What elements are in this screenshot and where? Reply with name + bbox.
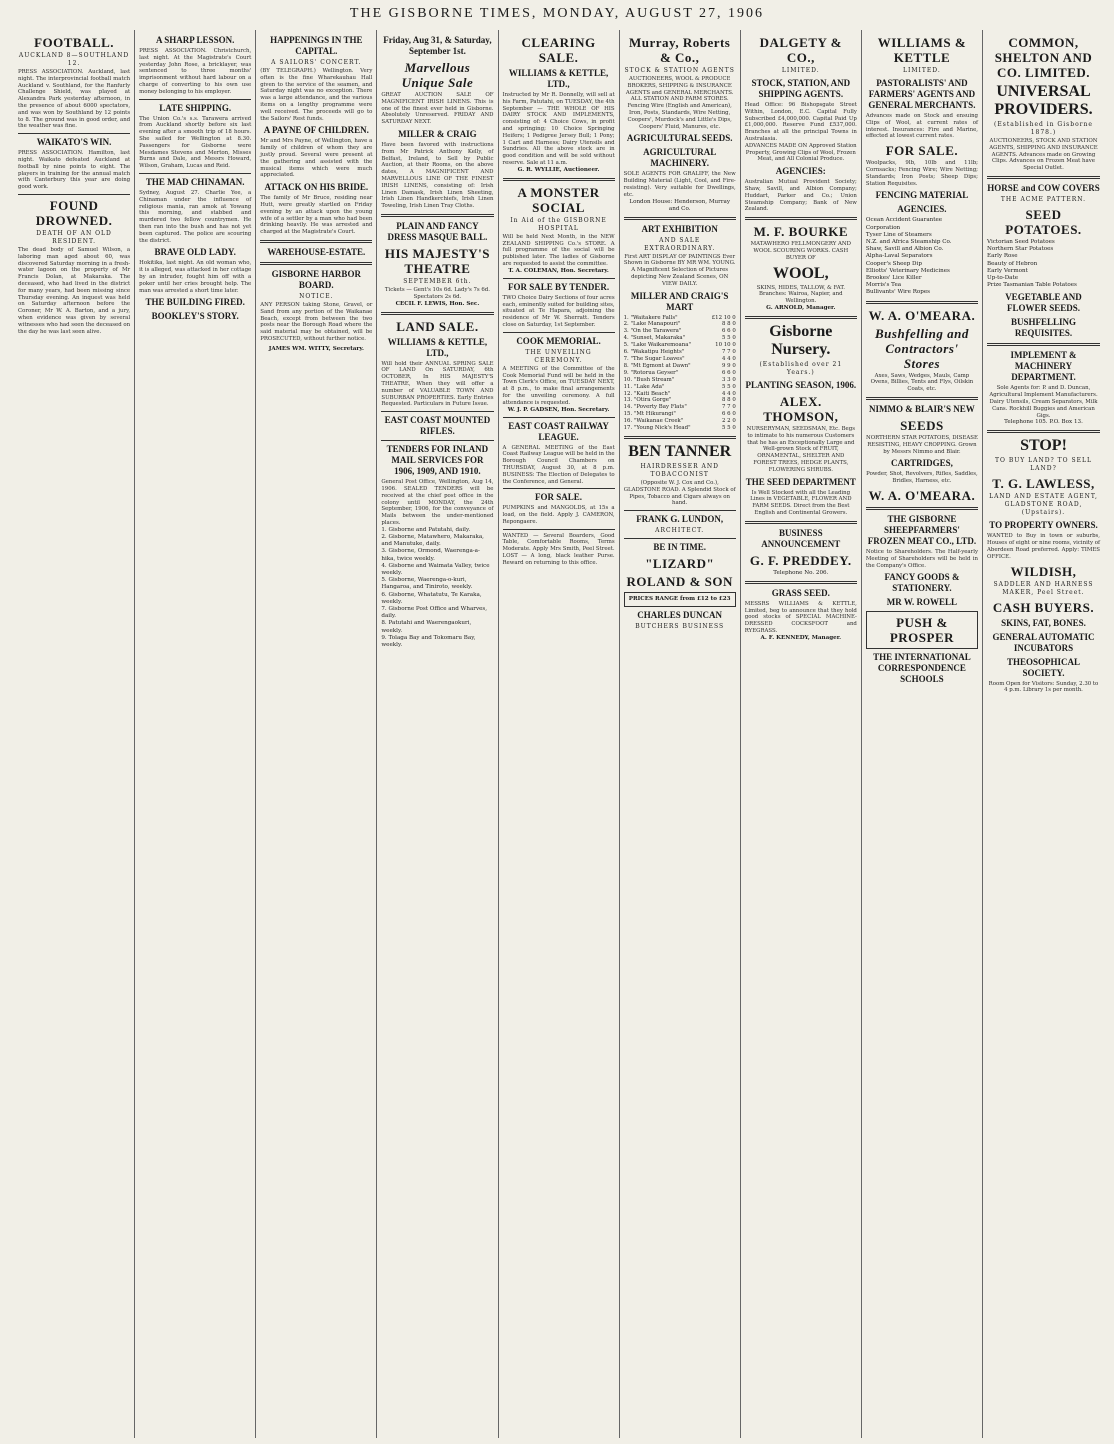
headline-brave-old-lady: BRAVE OLD LADY. [154, 247, 236, 258]
list-item: 13. "Otira Gorge" 8 8 0 [623, 397, 736, 404]
ad-grass-seed: MESSRS WILLIAMS & KETTLE, Limited, beg to announce that they hold good stocks of SPECIAL MACHINE-DRESSED COCKSFOOT and RYEGRASS. [744, 600, 857, 634]
headline-nimmo-blair: NIMMO & BLAIR'S NEW [869, 404, 975, 414]
headline-harbor-board: GISBORNE HARBOR BOARD. [271, 268, 361, 290]
ad-seed-department: Is Well Stocked with all the Leading Lines in VEGETABLE, FLOWER AND FARM SEEDS. Direct from the Best English and Continental Growers. [750, 489, 852, 516]
divider [987, 430, 1100, 433]
headline-unique-sale: Marvellous Unique Sale [401, 60, 474, 90]
headline-for-sale-wk: FOR SALE. [885, 143, 959, 159]
article-waikato: PRESS ASSOCIATION. Hamilton, last night. Waikato defeated Auckland at football by nine points to eight. The players in training for the annual match with Canterbury this year are doing good work. [18, 150, 131, 191]
list-item: Tyser Line of Steamers [865, 231, 932, 238]
mail-routes-list [381, 527, 493, 649]
signature-arnold: G. ARNOLD, Manager. [766, 304, 836, 311]
headline-bookleys-story: BOOKLEY'S STORY. [151, 311, 239, 322]
subhead-capital: A SAILORS' CONCERT. [271, 59, 362, 66]
ad-wk-advances: Advances made on Stock and ensuing Clips of Wool, at current rates of interest. Insurances: Fire and Marine, effected at lowest current rates. [865, 113, 978, 140]
subhead-monster-social: In Aid of the GISBORNE HOSPITAL [510, 216, 607, 232]
headline-payne-children: A PAYNE OF CHILDREN. [263, 125, 369, 136]
headline-seeds: SEEDS [900, 418, 944, 433]
list-item: Shaw, Savill and Albion Co. [865, 246, 944, 253]
ad-monster-social: Will be held Next Month, in the NEW ZEALAND SHIPPING Co.'s STORE. A full programme of the social will be published later. The ladies of Gisborne are requested to assist the committee. [502, 233, 615, 267]
column-5 [499, 30, 620, 1438]
ad-bourke-branches: SKINS, HIDES, TALLOW, & FAT. Branches: Wairoa, Napier, and Wellington. [756, 284, 845, 305]
headline-charles-duncan: CHARLES DUNCAN [637, 610, 723, 621]
headline-bushfelling-requisites: BUSHFELLING REQUISITES. [1010, 317, 1077, 339]
ad-property-owners: WANTED to Buy in town or suburbs, Houses of eight or nine rooms, vicinity of Aberdeen Road preferred. Apply: TIMES OFFICE. [987, 533, 1100, 560]
signature-kennedy: A. F. KENNEDY, Manager. [760, 634, 842, 641]
divider [745, 217, 857, 220]
potatoes-list [987, 239, 1100, 289]
headline-murray-roberts: Murray, Roberts & Co., [629, 35, 731, 65]
subhead-harbor-board: NOTICE. [299, 292, 334, 300]
headline-wk-agents: PASTORALISTS' AND FARMERS' AGENTS AND GENERAL MERCHANTS. [868, 78, 976, 110]
column-9 [983, 30, 1104, 1438]
paintings-list [624, 315, 736, 432]
headline-building-fired: THE BUILDING FIRED. [145, 297, 245, 308]
subhead-art-exhibition: AND SALE EXTRAORDINARY. [644, 236, 716, 252]
notice-cook-memorial: A MEETING of the Committee of the Cook Memorial Fund will be held in the Town Clerk's Office, on TUESDAY NEXT, at 8 p.m., to make final arrangements for the unveiling ceremony. A full attendance is requested. [502, 365, 615, 406]
headline-business-announcement: BUSINESS ANNOUNCEMENT [761, 527, 841, 549]
headline-be-in-time: BE IN TIME. [653, 542, 706, 553]
subhead-ben-tanner: HAIRDRESSER AND TOBACCONIST [640, 462, 719, 478]
notice-theosophical: Room Open for Visitors: Sunday, 2.30 to 4 p.m. Library 1s per month. [988, 680, 1099, 694]
headline-cartridges: CARTRIDGES, [890, 458, 953, 469]
signature-wyllie: G. R. WYLLIE, Auctioneer. [517, 166, 600, 173]
ad-land-sale: Will hold their ANNUAL SPRING SALE OF LAND On SATURDAY, 6th OCTOBER, In HIS MAJESTY'S THEATRE, When they will offer a number of VALUABLE TOWN AND SUBURBAN PROPERTIES. Early Entries Requested. Particulars in Future Issue. [381, 360, 494, 408]
headline-seed-potatoes: SEED POTATOES. [1005, 206, 1082, 237]
divider [987, 176, 1100, 179]
page-columns [14, 30, 1104, 1438]
list-item: 14. "Poverty Bay Flats" 7 7 0 [623, 404, 736, 411]
article-late-shipping: The Union Co.'s s.s. Tarawera arrived from Auckland shortly before six last evening after a smooth trip of 18 hours. She sailed for Wellington at 8.30. Passengers for Gisborne were Mesdames Stevens and Merton, Misses Burns and Dale, and Messrs Howard, Wilson, Graham, Lucas and Reid. [139, 115, 252, 170]
column-3 [256, 30, 377, 1438]
subhead-stop: TO BUY LAND? TO SELL LAND? [995, 457, 1092, 473]
list-item: 3. "On the Tarawera" 6 6 0 [623, 328, 736, 335]
divider [260, 240, 372, 243]
divider [139, 99, 251, 100]
divider [503, 529, 615, 530]
column-8 [862, 30, 983, 1438]
headline-clearing-sale: CLEARING SALE. [521, 35, 596, 65]
list-item: 5. "Lake Waikaremoana" 10 10 0 [623, 342, 736, 349]
headline-vegetable-seeds: VEGETABLE AND FLOWER SEEDS. [1005, 292, 1082, 314]
ad-alex-thomson: NURSERYMAN, SEEDSMAN, Etc. Begs to intimate to his numerous Customers that he has an Exceptionally Large and Well-grown Stock of FRUIT, ORNAMENTAL, SHELTER AND FOREST TREES, HEDGE PLANTS, FLOWERING SHRUBS. [746, 425, 855, 473]
masthead: THE GISBORNE TIMES, MONDAY, AUGUST 27, 1906 [349, 6, 765, 21]
headline-waikato: WAIKATO'S WIN. [36, 137, 112, 148]
headline-preddey: G. F. PREDDEY. [749, 552, 852, 568]
divider [139, 173, 251, 174]
divider [503, 488, 615, 489]
signature-witty: JAMES WM. WITTY, Secretary. [268, 345, 364, 352]
headline-late-shipping: LATE SHIPPING. [159, 102, 232, 113]
divider [866, 507, 978, 510]
divider [745, 316, 857, 319]
headline-alex-thomson: ALEX. THOMSON, [763, 393, 839, 424]
ad-graliff: SOLE AGENTS FOR GRALIFF, the New Building Material (Light, Cool, and Fire-resisting). Very suitable for Dwellings, etc. [623, 171, 736, 198]
list-item: 15. "Mt Hikurangi" 6 6 0 [623, 411, 736, 418]
headline-cook-memorial: COOK MEMORIAL. [516, 335, 601, 346]
headline-mail-tenders: TENDERS FOR INLAND MAIL SERVICES FOR 1906, 1909, AND 1910. [386, 444, 489, 477]
article-payne-children: Mr and Mrs Payne, of Wellington, have a family of children of whom they are justly proud. Several were present at the gathering and assisted with the musical items which were much appreciated. [260, 138, 373, 179]
headline-sale-by-tender: FOR SALE BY TENDER. [508, 281, 610, 292]
article-found-drowned: The dead body of Samuel Wilson, a laboring man aged about 60, was discovered Saturday morning in a fresh-water lagoon on the property of Mr Francis Dolan, at Makaraka. The deceased, who had lived in the district for many years, had been missing since Thursday evening. An inquest was held on Saturday afternoon before the Coroner, Mr W. A. Barton, and a jury, when evidence was given by several witnesses who had seen the deceased on the day he was last seen alive. [18, 246, 131, 335]
wk-agencies-list [866, 217, 978, 296]
headline-art-exhibition: ART EXHIBITION [641, 223, 718, 234]
divider [745, 521, 857, 524]
divider [18, 133, 130, 134]
divider [624, 538, 736, 539]
headline-dalgety-agents: STOCK, STATION, AND SHIPPING AGENTS. [751, 78, 851, 99]
subhead-found-drowned: DEATH OF AN OLD RESIDENT. [36, 229, 112, 245]
list-item: Victorian Seed Potatoes [987, 238, 1055, 245]
headline-cash-buyers: CASH BUYERS. [992, 599, 1095, 615]
divider [624, 217, 736, 220]
list-item: 2. "Lake Manapouri" 8 8 0 [623, 321, 736, 328]
divider [503, 278, 615, 279]
headline-bushfelling-stores: Bushfelling and Contractors' Stores [875, 325, 969, 371]
subhead-williams-kettle: LIMITED. [903, 67, 941, 74]
headline-planting-season: PLANTING SEASON, 1906. [745, 379, 857, 390]
list-item: 8. "Mt Egmont at Dawn" 9 9 0 [623, 362, 736, 369]
lizard-prices: PRICES RANGE from £12 to £23 [624, 592, 736, 607]
headline-wildish: WILDISH, [1010, 563, 1077, 579]
column-7 [741, 30, 862, 1438]
headline-seed-department: THE SEED DEPARTMENT [745, 476, 856, 487]
headline-ben-tanner: BEN TANNER [628, 442, 732, 460]
headline-horse-cow-covers: HORSE and COW COVERS [987, 182, 1100, 193]
headline-williams-kettle: WILLIAMS & KETTLE [877, 35, 967, 65]
ad-art-exhibition: First ART DISPLAY OF PAINTINGS Ever Shown in Gisborne BY MR WM. YOUNG. A Magnificent Selection of Pictures depicting New Zealand Scenes, ON VIEW DAILY. [623, 253, 736, 287]
divider [260, 262, 372, 265]
headline-fencing-material: FENCING MATERIAL [875, 190, 969, 201]
ad-irish-linens: GREAT AUCTION SALE OF MAGNIFICENT IRISH LINENS. This is one of the finest ever held in Gisborne. Absolutely Unreserved. FRIDAY AND SATURDAY NEXT. [381, 92, 494, 126]
ad-murray-roberts: AUCTIONEERS, WOOL & PRODUCE BROKERS, SHIPPING & INSURANCE AGENTS and GENERAL MERCHANTS. ALL STATION AND FARM STORES. Fencing Wire (English and American), Iron, Posts, Standards, Wire Netting, Coopers', Murdock's and Little's Dips, Coopers' Fluid, Manures, etc. [625, 76, 734, 130]
headline-wk-agencies: AGENCIES. [897, 204, 947, 215]
list-item: 16. "Waikanae Creek" 2 2 0 [623, 418, 736, 425]
headline-capital: HAPPENINGS IN THE CAPITAL. [270, 35, 363, 56]
list-item: Beauty of Hebron [987, 260, 1038, 267]
firm-williams-kettle: WILLIAMS & KETTLE, LTD., [387, 336, 488, 358]
article-capital: (BY TELEGRAPH.) Wellington. Very often is the fine Wharekauhau Hall given to the service of the seamen, and Saturday night was no exception. There was a large attendance, and the various items on a lengthy programme were well received. The proceeds will go to the Sailors' Rest funds. [260, 68, 373, 122]
headline-miller-craig-mart: MILLER AND CRAIG'S MART [630, 290, 729, 312]
headline-lizard: "LIZARD" [645, 556, 715, 572]
list-item: 6. Gisborne, Whatatutu, Te Karaka, weekly. [381, 591, 482, 605]
headline-lundon: FRANK G. LUNDON, [636, 514, 724, 525]
list-item: Brookes' Lice Killer [865, 275, 922, 281]
list-item: 17. "Young Nick's Head" 5 5 0 [623, 425, 736, 432]
list-item: 4. Gisborne and Waimata Valley, twice weekly. [381, 562, 490, 576]
headline-correspondence-schools: THE INTERNATIONAL CORRESPONDENCE SCHOOLS [873, 652, 971, 685]
notice-mail-tenders: General Post Office, Wellington, Aug 14, 1906. SEALED TENDERS will be received at the chief post office in the colony until MONDAY, the 24th September, 1906, for the conveyance of Mails between the under-mentioned places. [381, 479, 494, 526]
column-1 [14, 30, 135, 1438]
list-item: 1. Gisborne and Patutahi, daily. [381, 526, 471, 533]
divider [987, 343, 1100, 346]
divider [866, 301, 978, 304]
column-2 [135, 30, 256, 1438]
subhead-wildish: SADDLER AND HARNESS MAKER, Peel Street. [993, 580, 1094, 596]
headline-agricultural-machinery: AGRICULTURAL MACHINERY. [643, 147, 717, 169]
headline-monster-social: A MONSTER SOCIAL [517, 184, 600, 215]
list-item: Ocean Accident Guarantee Corporation [865, 217, 943, 231]
list-item: 9. "Rotorua Geyser" 6 6 0 [623, 369, 736, 376]
headline-fancy-goods: FANCY GOODS & STATIONERY. [884, 572, 960, 594]
headline-gisborne-nursery: Gisborne Nursery. [769, 322, 833, 358]
headline-dalgety: DALGETY & CO., [759, 35, 842, 65]
headline-lawless: T. G. LAWLESS, [992, 476, 1095, 492]
sale-dates: Friday, Aug 31, & Saturday, September 1st. [383, 35, 492, 56]
headline-wool: WOOL, [773, 264, 829, 282]
london-house: London House: Henderson, Murray and Co. [629, 198, 730, 212]
subhead-universal-providers: (Established in Gisborne 1878.) [994, 121, 1093, 136]
headline-push-prosper: PUSH & PROSPER [866, 611, 978, 649]
list-item: 11. "Lake Ada" 5 5 0 [623, 383, 736, 390]
list-item: Early Vermont [987, 267, 1028, 274]
notice-harbor-board: ANY PERSON taking Stone, Gravel, or Sand from any portion of the Waikanae Beach, except from between the two posts near the Borough Road where the said material may be obtained, will be PROSECUTED, without further notice. [260, 301, 373, 342]
headline-incubators: GENERAL AUTOMATIC INCUBATORS [992, 631, 1095, 653]
list-item: Northern Star Potatoes [987, 246, 1054, 253]
headline-warehouse-estate: WAREHOUSE-ESTATE. [267, 246, 366, 257]
list-item: Bullivants' Wire Ropes [865, 289, 931, 296]
subhead-gisborne-nursery: (Established over 21 Years.) [759, 360, 843, 376]
headline-bourke: M. F. BOURKE [753, 224, 848, 240]
headline-agricultural-seeds: AGRICULTURAL SEEDS. [626, 133, 733, 144]
ball-date: SEPTEMBER 6th. [403, 277, 472, 285]
divider [381, 440, 493, 441]
headline-implement-machinery: IMPLEMENT & MACHINERY DEPARTMENT. [1010, 350, 1077, 383]
notice-railway-league: A GENERAL MEETING of the East Coast Railway League will be held in the Borough Council Chambers on THURSDAY, August 30, at 8 p.m. BUSINESS: The Election of Delegates to the Conference, and General. [502, 444, 615, 485]
list-item: 9. Tolaga Bay and Tokomaru Bay, weekly. [381, 634, 476, 648]
headline-his-majestys: HIS MAJESTY'S THEATRE [384, 245, 490, 276]
ad-northern-star: NORTHERN STAR POTATOES, DISEASE RESISTING, HEAVY CROPPING. Grown by Messrs Nimmo and Blair. [865, 435, 978, 455]
headline-sharp-lesson: A SHARP LESSON. [156, 35, 235, 45]
ad-common-shelton: AUCTIONEERS, STOCK AND STATION AGENTS, SHIPPING AND INSURANCE AGENTS. Advances made on Growing Clips. Advances on Frozen Meat have Special Outlet. [989, 138, 1098, 172]
subhead-horse-cow-covers: THE ACME PATTERN. [1000, 195, 1087, 203]
list-item: 5. Gisborne, Waerenga-o-kuri, Hangaroa, and Tiniroto, weekly. [381, 577, 473, 591]
firm-miller-craig: MILLER & CRAIG [398, 128, 477, 139]
subhead-charles-duncan: BUTCHERS BUSINESS [635, 623, 725, 631]
ad-dalgety-agencies: Australian Mutual Provident Society; Shaw, Savill, and Albion Company; Huddart, Parker and Co.; Union Steamship Company; Bank of New Zealand. [744, 179, 857, 213]
ad-cartridges: Powder, Shot, Revolvers, Rifles, Saddles, Bridles, Harness, etc. [866, 471, 978, 485]
ad-implement-machinery: Sole Agents for: P. and D. Duncan, Agricultural Implement Manufacturers. Dairy Utensils, Cream Separators, Milk Cans. Rockhill Buggies and American Gigs. [989, 385, 1098, 419]
list-item: 4. "Sunset, Makaraka" 5 5 0 [623, 335, 736, 342]
article-football: PRESS ASSOCIATION. Auckland, last night. The interprovincial football match Auckland v. Southland, for the Ranfurly Challenge Shield, was played at Alexandra Park yesterday afternoon, in the presence of about 6000 spectators, and was won by Southland by 12 points to 8. The ground was in good order, and the weather was fine. [18, 69, 131, 130]
divider [624, 436, 736, 439]
ad-sale-by-tender: TWO Choice Dairy Sections of four acres each, eminently suited for building sites, situated at Te Hapara, adjoining the residence of Mr W. Sherratt. Tenders close on Saturday, 1st September. [502, 294, 615, 328]
headline-omeara: W. A. O'MEARA. [868, 307, 976, 323]
list-item: 12. "Kaiti Beach" 4 4 0 [623, 390, 736, 397]
list-item: 7. "The Sugar Loaves" 4 4 0 [623, 355, 736, 362]
ad-bourke: MATAWHERO FELLMONGERY AND WOOL SCOURING WORKS. CASH BUYER OF [750, 241, 851, 261]
divider [503, 178, 615, 181]
headline-masque-ball: PLAIN AND FANCY DRESS MASQUE BALL. [387, 220, 488, 242]
signature-gadsen: W. J. P. GADSEN, Hon. Secretary. [507, 406, 610, 413]
signature-coleman: T. A. COLEMAN, Hon. Secretary. [508, 267, 609, 274]
headline-grass-seed: GRASS SEED. [771, 587, 830, 598]
column-6 [620, 30, 741, 1438]
headline-stop: STOP! [1020, 437, 1067, 455]
subhead-dalgety: LIMITED. [781, 67, 820, 74]
list-item: 6. "Wakatipu Heights" 7 7 0 [623, 349, 736, 356]
list-item: 7. Gisborne Post Office and Wharves, daily. [381, 605, 488, 620]
headline-common-shelton: COMMON, SHELTON AND CO. LIMITED. [994, 35, 1093, 80]
headline-mad-chinaman: THE MAD CHINAMAN. [145, 176, 245, 187]
divider [18, 194, 130, 195]
headline-roland-son: ROLAND & SON [626, 574, 733, 590]
ad-bushfelling-stores: Axes, Saws, Wedges, Mauls, Camp Ovens, Billies, Tents and Flys, Oilskin Coats, etc. [870, 372, 974, 393]
headline-rowell: MR W. ROWELL [886, 597, 958, 608]
ad-dalgety-advances: ADVANCES MADE ON Approved Station Property, Growing Clips of Wool, Frozen Meat, and All Colonial Produce. [744, 142, 857, 163]
list-item: Early Rose [987, 253, 1018, 260]
notice-frozen-meat: Notice to Shareholders. The Half-yearly Meeting of Shareholders will be held in the Company's Office. [865, 548, 978, 569]
firm-williams-kettle: WILLIAMS & KETTLE, LTD., [508, 68, 609, 89]
article-brave-old-lady: Hokitika, last night. An old woman who, it is alleged, was attacked in her cottage by an intruder, fought him off with a poker until her cries brought help. The man was arrested a short time later. [139, 260, 252, 294]
subhead-lawless: LAND AND ESTATE AGENT, GLADSTONE ROAD, (Upstairs). [989, 493, 1098, 517]
subhead-murray-roberts: STOCK & STATION AGENTS [624, 67, 735, 74]
classifieds: WANTED — Several Boarders, Good Table, Comfortable Rooms, Terms Moderate. Apply Mrs Smith, Peel Street. LOST — A long, black leather Purse. Reward on returning to this office. [502, 532, 615, 566]
list-item: 8. Patutahi and Waerengaokuri, weekly. [381, 620, 472, 634]
divider [381, 312, 493, 315]
headline-skins-fat-bones: SKINS, FAT, BONES. [1001, 617, 1086, 628]
divider [381, 214, 493, 217]
headline-found-drowned: FOUND DROWNED. [35, 197, 113, 228]
list-item: 1. "Waitakere Falls" £12 10 0 [623, 314, 736, 321]
ad-clearing-sale: Instructed by Mr R. Donnelly, will sell at his Farm, Patutahi, on TUESDAY, the 4th September — THE WHOLE OF HIS DAIRY STOCK AND IMPLEMENTS, consisting of: 4 Choice Cows, in profit and springing; 10 Choice Springing Heifers; 1 Pedigree Jersey Bull; 1 Pony; 1 Cart and Harness; Dairy Utensils and Sundries. All the above stock are in good condition and will be sold without reserve. Sale at 11 a.m. [502, 92, 615, 166]
preddey-telephone: Telephone No. 206. [773, 569, 829, 576]
list-item: 2. Gisborne, Matawhero, Makaraka, and Manutuke, daily. [381, 533, 484, 548]
headline-for-sale: FOR SALE. [535, 492, 583, 503]
subhead-cook-memorial: THE UNVEILING CEREMONY. [525, 348, 592, 364]
article-mad-chinaman: Sydney, August 27. Charlie Yee, a Chinaman under the influence of religious mania, ran amok at Yowang this morning, and stabbed and murdered two fellow countrymen. He then ran into the bush and has not yet been captured. The police are scouring the district. [139, 189, 252, 244]
headline-theosophical: THEOSOPHICAL SOCIETY. [1006, 656, 1080, 678]
ad-pumpkins: PUMPKINS and MANGOLDS, at 15s a load, on the field. Apply J. CAMERON, Repongaere. [502, 505, 615, 525]
signature-lewis: CECIL F. LEWIS, Hon. Sec. [395, 300, 480, 307]
column-4 [377, 30, 498, 1438]
headline-frozen-meat: THE GISBORNE SHEEPFARMERS' FROZEN MEAT CO., LTD. [867, 513, 977, 546]
headline-railway-league: EAST COAST RAILWAY LEAGUE. [508, 420, 609, 442]
headline-land-sale: LAND SALE. [396, 318, 479, 334]
ad-ben-tanner: (Opposite W. J. Cox and Co.), GLADSTONE ROAD. A Splendid Stock of Pipes, Tobacco and Cigars always on hand. [623, 479, 736, 507]
common-shelton-telephone: Telephone 105. P.O. Box 13. [1004, 419, 1083, 426]
list-item: Alpha-Laval Separators [865, 253, 933, 260]
headline-omeara-2: W. A. O'MEARA. [868, 487, 976, 503]
list-item: Up-to-Date [987, 275, 1019, 281]
headline-football: FOOTBALL. [34, 35, 115, 50]
list-item: 10. "Bush Stream" 3 3 0 [623, 376, 736, 383]
headline-property-owners: TO PROPERTY OWNERS. [989, 520, 1098, 531]
list-item: N.Z. and Africa Steamship Co. [865, 238, 952, 245]
subhead-lundon: ARCHITECT. [655, 527, 705, 535]
divider [866, 397, 978, 400]
subhead-football: AUCKLAND 8—SOUTHLAND 12. [18, 52, 130, 67]
list-item: Elliotts' Veterinary Medicines [865, 267, 950, 274]
divider [745, 581, 857, 584]
headline-mounted-rifles: EAST COAST MOUNTED RIFLES. [384, 415, 491, 437]
ad-wk-for-sale: Woolpacks, 9lb, 10lb and 11lb; Cornsacks; Fencing Wire; Wire Netting; Standards; Iron Posts; Sheep Dips; Station Requisites. [865, 160, 978, 187]
ball-tickets: Tickets — Gent's 10s 6d. Lady's 7s 6d. Spectators 2s 6d. [384, 286, 490, 300]
divider [503, 332, 615, 333]
divider [503, 417, 615, 418]
article-attack-bride: The family of Mr Bruce, residing near Hutt, were greatly startled on Friday evening by an attack upon the young wife of a settler by a man who had been drinking heavily. He was arrested and charged at the Magistrate's Court. [260, 195, 373, 236]
list-item: Morris's Tea [865, 282, 902, 289]
headline-attack-bride: ATTACK ON HIS BRIDE. [264, 182, 369, 193]
article-sharp-lesson: PRESS ASSOCIATION. Christchurch, last night. At the Magistrate's Court yesterday John Rose, a bricklayer, was sentenced to three months' imprisonment without hard labour on a charge of converting to his own use money belonging to his employer. [139, 48, 252, 95]
headline-dalgety-agencies: AGENCIES: [775, 166, 826, 177]
list-item: Prize Tasmanian Table Potatoes [987, 282, 1077, 289]
headline-universal-providers: UNIVERSAL PROVIDERS. [994, 83, 1093, 118]
divider [624, 510, 736, 511]
ad-irish-linens-detail: Have been favored with instructions from Mr Patrick Anthony Kelly, of Belfast, Ireland, to Sell by Public Auction, at their Rooms, on the above dates, A MAGNIFICENT AND MARVELLOUS LINE OF THE FINEST IRISH LINENS, consisting of: Irish Linen Damask, Irish Linen Sheeting, Irish Linen Handkerchiefs, Irish Linen Toweling, Irish Linen Tray Cloths. [381, 141, 494, 210]
list-item: Cooper's Sheep Dip [865, 260, 922, 267]
ad-dalgety-capital: Head Office: 96 Bishopsgate Street Within, London, E.C. Capital Fully Subscribed £4,000,000. Capital Paid Up £1,000,000. Reserve Fund £537,000. Branches at all the principal Towns in Australasia. [744, 102, 857, 142]
divider [381, 411, 493, 412]
list-item: 3. Gisborne, Ormond, Waerenga-a-hika, twice weekly. [381, 548, 480, 562]
